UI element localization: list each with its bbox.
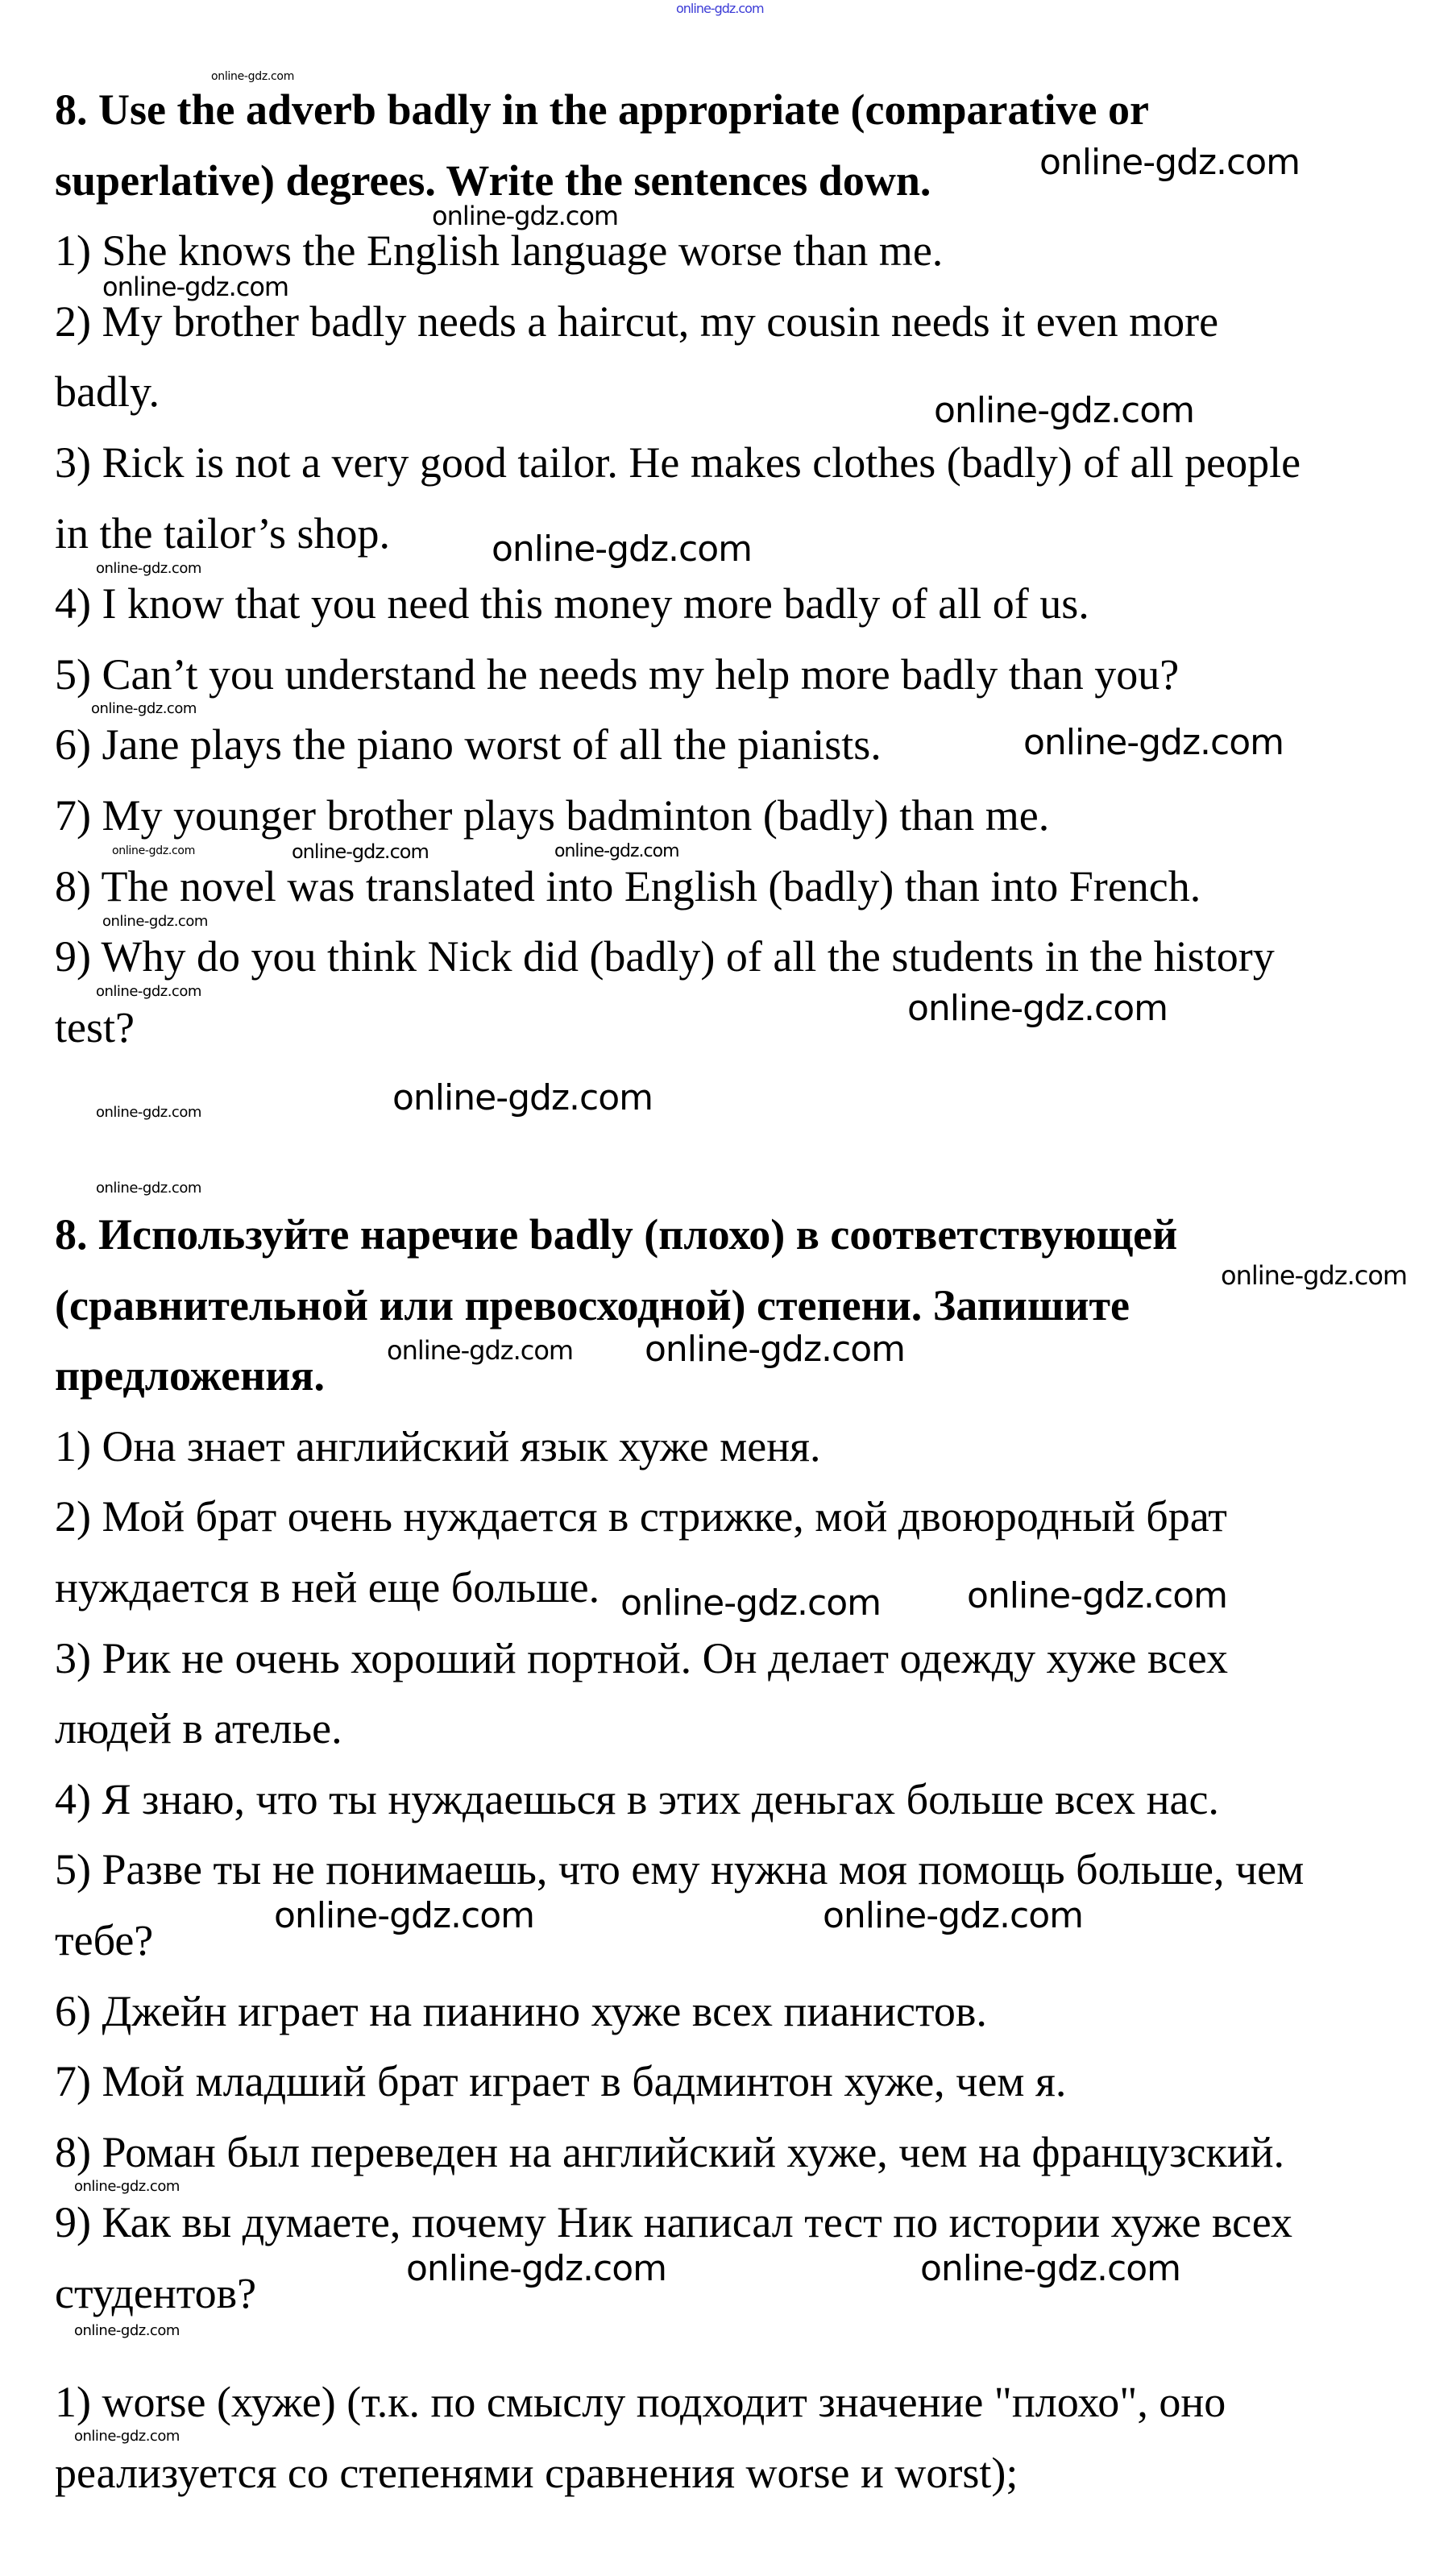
watermark: online-gdz.com <box>96 1104 201 1121</box>
watermark: online-gdz.com <box>102 913 208 930</box>
watermark: online-gdz.com <box>620 1583 882 1624</box>
sentence-line: 6) Jane plays the piano worst of all the pianists. <box>55 720 882 769</box>
watermark: online-gdz.com <box>823 1895 1084 1936</box>
sentence-line: 4) I know that you need this money more badly of all of us. <box>55 579 1089 628</box>
sentence-line: in the tailor’s shop. <box>55 508 390 558</box>
watermark: online-gdz.com <box>74 2178 180 2195</box>
watermark: online-gdz.com <box>492 529 753 570</box>
exercise-heading: superlative) degrees. Write the sentences down. <box>55 156 931 205</box>
exercise-heading: (сравнительной или превосходной) степени. Запишите <box>55 1280 1130 1329</box>
watermark: online-gdz.com <box>934 390 1195 431</box>
sentence-line: 9) Why do you think Nick did (badly) of all the students in the history <box>55 932 1275 981</box>
watermark: online-gdz.com <box>387 1335 574 1366</box>
watermark: online-gdz.com <box>676 1 764 16</box>
sentence-line: людей в ателье. <box>55 1704 342 1753</box>
sentence-line: 5) Разве ты не понимаешь, что ему нужна моя помощь больше, чем <box>55 1845 1305 1894</box>
exercise-heading: 8. Используйте наречие badly (плохо) в соответствующей <box>55 1210 1178 1259</box>
sentence-line: 7) Мой младший брат играет в бадминтон хуже, чем я. <box>55 2057 1067 2106</box>
watermark: online-gdz.com <box>645 1329 906 1370</box>
sentence-line: 9) Как вы думаете, почему Ник написал тест по истории хуже всех <box>55 2198 1293 2247</box>
sentence-line: test? <box>55 1002 135 1052</box>
watermark: online-gdz.com <box>554 841 679 861</box>
watermark: online-gdz.com <box>91 700 197 717</box>
sentence-line: 8) Роман был переведен на английский хуже, чем на французский. <box>55 2127 1285 2176</box>
sentence-line: 4) Я знаю, что ты нуждаешься в этих деньгах больше всех нас. <box>55 1774 1219 1823</box>
exercise-heading: 8. Use the adverb badly in the appropriate (comparative or <box>55 85 1149 134</box>
watermark: online-gdz.com <box>1039 142 1301 183</box>
watermark: online-gdz.com <box>432 201 619 231</box>
watermark: online-gdz.com <box>907 988 1168 1029</box>
watermark: online-gdz.com <box>967 1575 1228 1616</box>
answer-line: реализуется со степенями сравнения worse и worst); <box>55 2448 1018 2497</box>
sentence-line: 5) Can’t you understand he needs my help more badly than you? <box>55 649 1180 699</box>
watermark: online-gdz.com <box>292 840 429 863</box>
sentence-line: 2) My brother badly needs a haircut, my cousin needs it even more <box>55 297 1219 346</box>
sentence-line: студентов? <box>55 2268 257 2317</box>
sentence-line: 1) Она знает английский язык хуже меня. <box>55 1421 821 1471</box>
sentence-line: badly. <box>55 367 160 417</box>
sentence-line: 2) Мой брат очень нуждается в стрижке, мой двоюродный брат <box>55 1492 1227 1541</box>
watermark: online-gdz.com <box>74 2428 180 2445</box>
watermark: online-gdz.com <box>96 560 201 577</box>
sentence-line: тебе? <box>55 1915 154 1964</box>
watermark: online-gdz.com <box>392 1077 653 1118</box>
watermark: online-gdz.com <box>112 844 196 857</box>
sentence-line: 1) She knows the English language worse than me. <box>55 226 944 276</box>
watermark: online-gdz.com <box>1023 722 1284 763</box>
watermark: online-gdz.com <box>211 70 295 83</box>
watermark: online-gdz.com <box>1221 1260 1408 1291</box>
sentence-line: 3) Рик не очень хороший портной. Он делает одежду хуже всех <box>55 1633 1229 1682</box>
watermark: online-gdz.com <box>96 983 201 1000</box>
watermark: online-gdz.com <box>74 2322 180 2339</box>
watermark: online-gdz.com <box>920 2248 1181 2289</box>
sentence-line: нуждается в ней еще больше. <box>55 1562 600 1612</box>
sentence-line: 6) Джейн играет на пианино хуже всех пианистов. <box>55 1986 987 2035</box>
watermark: online-gdz.com <box>406 2248 667 2289</box>
answer-section <box>55 2367 1441 2508</box>
sentence-line: 3) Rick is not a very good tailor. He makes clothes (badly) of all people <box>55 438 1301 487</box>
watermark: online-gdz.com <box>102 272 289 302</box>
watermark: online-gdz.com <box>274 1895 535 1936</box>
sentence-line: 7) My younger brother plays badminton (badly) than me. <box>55 790 1050 840</box>
answer-line: 1) worse (хуже) (т.к. по смыслу подходит значение "плохо", оно <box>55 2378 1226 2426</box>
exercise-heading: предложения. <box>55 1351 326 1400</box>
sentence-line: 8) The novel was translated into English (badly) than into French. <box>55 861 1201 911</box>
watermark: online-gdz.com <box>96 1180 201 1197</box>
